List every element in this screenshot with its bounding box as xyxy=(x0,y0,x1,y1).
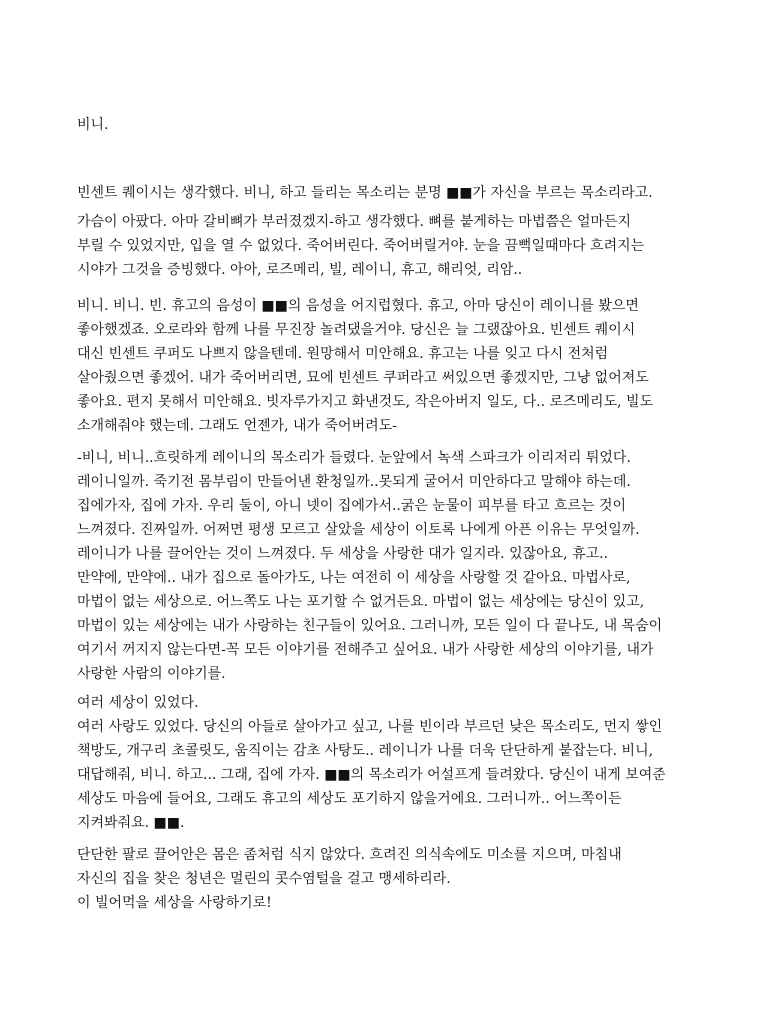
text-line: 집에가자, 집에 가자. 우리 둘이, 아니 넷이 집에가서..굵은 눈물이 피부를 타고 흐르는 것이 xyxy=(77,498,626,514)
text-line: 가슴이 아팠다. 아마 갈비뼈가 부러졌겠지-하고 생각했다. 뼈를 붙게하는 마법쯤은 얼마든지 xyxy=(77,214,632,230)
text-line: 대신 빈센트 쿠퍼도 나쁘지 않을텐데. 원망해서 미안해요. 휴고는 나를 잊고 다시 전처럼 xyxy=(77,346,609,362)
text-line: 부릴 수 있었지만, 입을 열 수 없었다. 죽어버린다. 죽어버릴거야. 눈을 끔뻑일때마다 흐려지는 xyxy=(77,238,645,254)
text-line: 책방도, 개구리 초콜릿도, 움직이는 감초 사탕도.. 레이니가 나를 더욱 단단하게 붙잡는다. 비니, xyxy=(77,743,654,759)
text-line: 여러 세상이 있었다. xyxy=(77,695,199,711)
text-line: 이 빌어먹을 세상을 사랑하기로! xyxy=(77,895,272,911)
text-line: 시야가 그것을 증빙했다. 아아, 로즈메리, 빌, 레이니, 휴고, 해리엇, 리암.. xyxy=(77,262,523,278)
text-line: 대답해줘, 비니. 하고... 그래, 집에 가자. ■■의 목소리가 어설프게 들려왔다. 당신이 내게 보여준 xyxy=(77,767,666,783)
text-line: 마법이 있는 세상에는 내가 사랑하는 친구들이 있어요. 그러니까, 모든 일이 다 끝나도, 내 목숨이 xyxy=(77,618,663,634)
text-line: 느껴졌다. 진짜일까. 어쩌면 평생 모르고 살았을 세상이 이토록 나에게 아픈 이유는 무엇일까. xyxy=(77,522,640,538)
text-line: 좋아요. 편지 못해서 미안해요. 빗자루가지고 화낸것도, 작은아버지 일도, 다.. 로즈메리도, 빌도 xyxy=(77,394,654,410)
text-line: -비니, 비니..흐릿하게 레이니의 목소리가 들렸다. 눈앞에서 녹색 스파크가 이리저리 튀었다. xyxy=(77,450,631,466)
text-line: 자신의 집을 찾은 청년은 멀린의 콧수염털을 걸고 맹세하리라. xyxy=(77,871,451,887)
text-line: 소개해줘야 했는데. 그래도 언젠가, 내가 죽어버려도- xyxy=(77,418,397,434)
text-line: 빈센트 퀘이시는 생각했다. 비니, 하고 들리는 목소리는 분명 ■■가 자신을 부르는 목소리라고. xyxy=(77,185,653,201)
text-line: 만약에, 만약에.. 내가 집으로 돌아가도, 나는 여전히 이 세상을 사랑할 것 같아요. 마법사로, xyxy=(77,570,631,586)
text-line: 여기서 꺼지지 않는다면-꼭 모든 이야기를 전해주고 싶어요. 내가 사랑한 세상의 이야기를, 내가 xyxy=(77,642,654,658)
text-line: 비니. 비니. 빈. 휴고의 음성이 ■■의 음성을 어지럽혔다. 휴고, 아마 당신이 레이니를 봤으면 xyxy=(77,298,639,314)
text-line: 좋아했겠죠. 오로라와 함께 나를 무진장 놀려댔을거야. 당신은 늘 그랬잖아요. 빈센트 퀘이시 xyxy=(77,322,636,338)
text-line: 여러 사랑도 있었다. 당신의 아들로 살아가고 싶고, 나를 빈이라 부르던 낮은 목소리도, 먼지 쌓인 xyxy=(77,719,663,735)
text-line: 지켜봐줘요. ■■. xyxy=(77,815,185,831)
text-line: 세상도 마음에 들어요, 그래도 휴고의 세상도 포기하지 않을거에요. 그러니까.. 어느쪽이든 xyxy=(77,791,622,807)
text-line: 살아줬으면 좋겠어. 내가 죽어버리면, 묘에 빈센트 쿠퍼라고 써있으면 좋겠지만, 그냥 없어져도 xyxy=(77,370,649,386)
text-line: 레이니일까. 죽기전 몸부림이 만들어낸 환청일까..못되게 굴어서 미안하다고 말해야 하는데. xyxy=(77,474,631,490)
text-line: 마법이 없는 세상으로. 어느쪽도 나는 포기할 수 없거든요. 마법이 없는 세상에는 당신이 있고, xyxy=(77,594,645,610)
text-line: 레이니가 나를 끌어안는 것이 느껴졌다. 두 세상을 사랑한 대가 일지라. 있잖아요, 휴고.. xyxy=(77,546,609,562)
text-line: 사랑한 사람의 이야기를. xyxy=(77,666,226,682)
text-line: 단단한 팔로 끌어안은 몸은 좀처럼 식지 않았다. 흐려진 의식속에도 미소를 지으며, 마침내 xyxy=(77,847,622,863)
heading-text: 비니. xyxy=(77,117,109,133)
